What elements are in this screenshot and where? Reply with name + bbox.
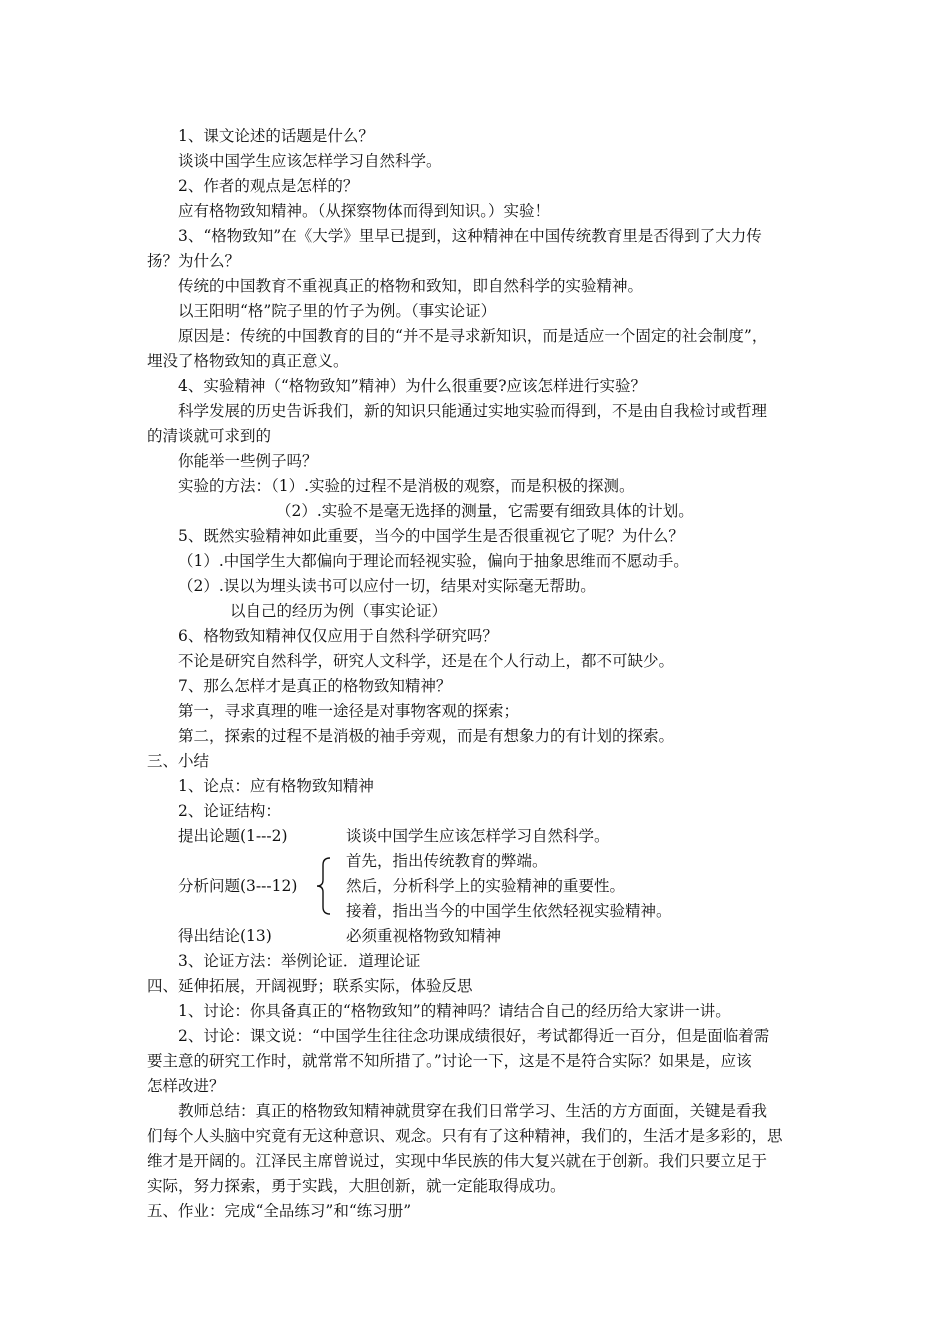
discussion-1: 1、讨论：你具备真正的“格物致知”的精神吗？请结合自己的经历给大家讲一讲。 — [178, 1002, 731, 1020]
answer-5b: （2）.误以为埋头读书可以应付一切，结果对实际毫无帮助。 — [178, 577, 596, 595]
discussion-2-cont-2: 怎样改进？ — [147, 1077, 225, 1095]
question-2: 2、作者的观点是怎样的？ — [178, 177, 359, 195]
question-1: 1、课文论述的话题是什么？ — [178, 127, 374, 145]
answer-3b: 以王阳明“格”院子里的竹子为例。（事实论证） — [178, 302, 497, 320]
answer-5a: （1）.中国学生大都偏向于理论而轻视实验，偏向于抽象思维而不愿动手。 — [178, 552, 689, 570]
teacher-summary: 教师总结：真正的格物致知精神就贯穿在我们日常学习、生活的方方面面，关键是看我 — [178, 1102, 768, 1120]
structure-label-conclude: 得出结论(13) — [178, 927, 272, 945]
answer-7b: 第二，探索的过程不是消极的袖手旁观，而是有想象力的有计划的探索。 — [178, 727, 675, 745]
answer-7a: 第一，寻求真理的唯一途径是对事物客观的探索； — [178, 702, 520, 720]
structure-label-raise: 提出论题(1---2) — [178, 827, 288, 845]
question-6: 6、格物致知精神仅仅应用于自然科学研究吗？ — [178, 627, 498, 645]
question-7: 7、那么怎样才是真正的格物致知精神？ — [178, 677, 452, 695]
structure-text-raise: 谈谈中国学生应该怎样学习自然科学。 — [346, 827, 610, 845]
answer-3c: 原因是：传统的中国教育的目的“并不是寻求新知识，而是适应一个固定的社会制度”， — [178, 327, 768, 345]
section-homework-heading: 五、作业：完成“全品练习”和“练习册” — [147, 1202, 412, 1220]
brace-icon — [314, 856, 334, 916]
answer-4a-cont: 的清谈就可求到的 — [147, 427, 272, 445]
question-3: 3、“格物致知”在《大学》里早已提到，这种精神在中国传统教育里是否得到了大力传 — [178, 227, 762, 245]
discussion-2: 2、讨论：课文说：“中国学生往往念功课成绩很好，考试都得近一百分，但是面临着需 — [178, 1027, 770, 1045]
question-5: 5、既然实验精神如此重要，当今的中国学生是否很重视它了呢？为什么？ — [178, 527, 684, 545]
structure-text-conclude: 必须重视格物致知精神 — [346, 927, 502, 945]
answer-3a: 传统的中国教育不重视真正的格物和致知，即自然科学的实验精神。 — [178, 277, 644, 295]
answer-4d: （2）.实验不是毫无选择的测量，它需要有细致具体的计划。 — [276, 502, 694, 520]
answer-6: 不论是研究自然科学，研究人文科学，还是在个人行动上，都不可缺少。 — [178, 652, 675, 670]
answer-5c: 以自己的经历为例（事实论证） — [230, 602, 448, 620]
answer-4b: 你能举一些例子吗？ — [178, 452, 318, 470]
teacher-summary-cont-1: 们每个人头脑中究竟有无这种意识、观念。只有有了这种精神，我们的，生活才是多彩的，思 — [147, 1127, 783, 1145]
summary-point-1: 1、论点：应有格物致知精神 — [178, 777, 374, 795]
structure-label-analyze: 分析问题(3---12) — [178, 877, 298, 895]
structure-text-then: 然后，分析科学上的实验精神的重要性。 — [346, 877, 626, 895]
question-3-cont: 扬？为什么？ — [147, 252, 241, 270]
teacher-summary-cont-2: 维才是开阔的。江泽民主席曾说过，实现中华民族的伟大复兴就在于创新。我们只要立足于 — [147, 1152, 768, 1170]
discussion-2-cont-1: 要主意的研究工作时，就常常不知所措了。”讨论一下，这是不是符合实际？如果是，应该 — [147, 1052, 752, 1070]
answer-3c-cont: 埋没了格物致知的真正意义。 — [147, 352, 349, 370]
summary-point-3: 3、论证方法：举例论证．道理论证 — [178, 952, 421, 970]
structure-text-first: 首先，指出传统教育的弊端。 — [346, 852, 548, 870]
teacher-summary-cont-3: 实际，努力探索，勇于实践，大胆创新，就一定能取得成功。 — [147, 1177, 566, 1195]
question-4: 4、实验精神（“格物致知”精神）为什么很重要?应该怎样进行实验？ — [178, 377, 647, 395]
section-summary-heading: 三、小结 — [147, 752, 210, 770]
answer-1: 谈谈中国学生应该怎样学习自然科学。 — [178, 152, 442, 170]
section-extension-heading: 四、延伸拓展，开阔视野；联系实际，体验反思 — [147, 977, 473, 995]
answer-4a: 科学发展的历史告诉我们，新的知识只能通过实地实验而得到，不是由自我检讨或哲理 — [178, 402, 768, 420]
answer-2: 应有格物致知精神。（从探察物体而得到知识。）实验！ — [178, 202, 551, 220]
structure-text-next: 接着，指出当今的中国学生依然轻视实验精神。 — [346, 902, 672, 920]
answer-4c: 实验的方法：（1）.实验的过程不是消极的观察，而是积极的探测。 — [178, 477, 635, 495]
summary-point-2: 2、论证结构： — [178, 802, 281, 820]
